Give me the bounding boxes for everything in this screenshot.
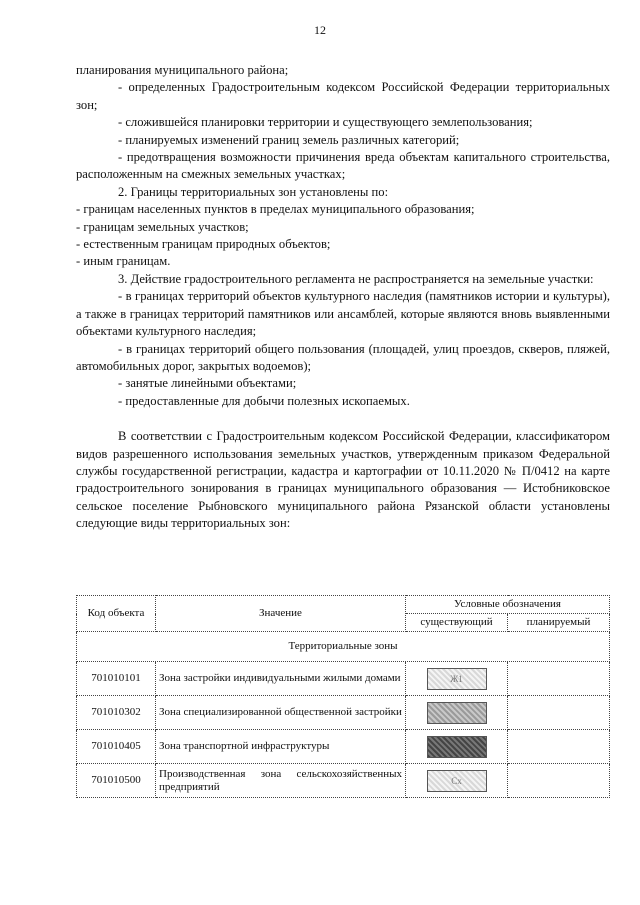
page-number: 12 xyxy=(314,23,326,37)
paragraph: 2. Границы территориальных зон установлены по: xyxy=(118,184,389,199)
zones-table xyxy=(76,595,610,798)
row-existing-symbol xyxy=(406,730,508,764)
paragraph: планирования муниципального района; xyxy=(76,63,289,77)
zone-swatch: Ж1 xyxy=(427,668,487,690)
row-planned-symbol xyxy=(508,764,610,798)
table-row xyxy=(77,730,610,764)
table-row xyxy=(77,662,610,696)
table-row xyxy=(77,696,610,730)
row-existing-symbol xyxy=(406,662,508,696)
section-title: Территориальные зоны xyxy=(77,632,610,662)
row-value: Зона застройки индивидуальными жилыми домами xyxy=(156,662,406,696)
row-existing-symbol xyxy=(406,764,508,798)
row-code: 701010302 xyxy=(77,696,156,730)
row-value: Зона транспортной инфраструктуры xyxy=(156,730,406,764)
row-value: Зона специализированной общественной застройки xyxy=(156,696,406,730)
paragraph: - в границах территорий общего пользования (площадей, улиц проездов, скверов, пляжей, автомобильных дорог, закрытых водоемов); xyxy=(76,341,610,373)
row-planned-symbol xyxy=(508,696,610,730)
paragraph: - предоставленные для добычи полезных ископаемых. xyxy=(118,393,410,408)
paragraph: - планируемых изменений границ земель различных категорий; xyxy=(118,132,460,147)
zone-swatch: Сх xyxy=(427,770,487,792)
paragraph-main: В соответствии с Градостроительным кодексом Российской Федерации, классификатором видов разрешенного использования земельных участков, утвержденным приказом Федеральной службы государственной регистрации, кадастра и картографии от 10.11.2020 № П/0412 на карте градостроительного зонирования в границах муниципального образования — Истобниковское сельское поселение Рыбновского муниципального района Рязанской области установлены следующие виды территориальных зон: xyxy=(76,429,610,531)
table-row xyxy=(77,764,610,798)
paragraph: - иным границам. xyxy=(76,254,171,269)
header-existing: существующий xyxy=(406,614,508,632)
paragraph: - естественным границам природных объектов; xyxy=(76,237,331,252)
paragraph: - сложившейся планировки территории и существующего землепользования; xyxy=(118,115,533,130)
paragraph: - границам земельных участков; xyxy=(76,219,249,234)
paragraph: - предотвращения возможности причинения вреда объектам капитального строительства, расположенным на смежных земельных участках; xyxy=(76,150,610,182)
header-planned: планируемый xyxy=(508,614,610,632)
header-code: Код объекта xyxy=(77,596,156,632)
paragraph: - в границах территорий объектов культурного наследия (памятников истории и культуры), а также в границах территорий памятников или ансамблей, которые являются вновь выявленными объектами культурного наследия; xyxy=(76,289,610,339)
row-code: 701010500 xyxy=(77,764,156,798)
row-planned-symbol xyxy=(508,730,610,764)
row-value: Производственная зона сельскохозяйственных предприятий xyxy=(156,764,406,798)
paragraph: 3. Действие градостроительного регламента не распространяется на земельные участки: xyxy=(118,271,594,286)
body-text xyxy=(76,62,610,533)
zone-swatch xyxy=(427,736,487,758)
header-value: Значение xyxy=(156,596,406,632)
header-symbols: Условные обозначения xyxy=(406,596,610,614)
row-existing-symbol xyxy=(406,696,508,730)
row-code: 701010405 xyxy=(77,730,156,764)
zone-swatch xyxy=(427,702,487,724)
row-code: 701010101 xyxy=(77,662,156,696)
row-planned-symbol xyxy=(508,662,610,696)
paragraph: - границам населенных пунктов в пределах муниципального образования; xyxy=(76,202,475,217)
paragraph: - определенных Градостроительным кодексом Российской Федерации территориальных зон; xyxy=(76,80,610,112)
paragraph: - занятые линейными объектами; xyxy=(118,376,297,391)
